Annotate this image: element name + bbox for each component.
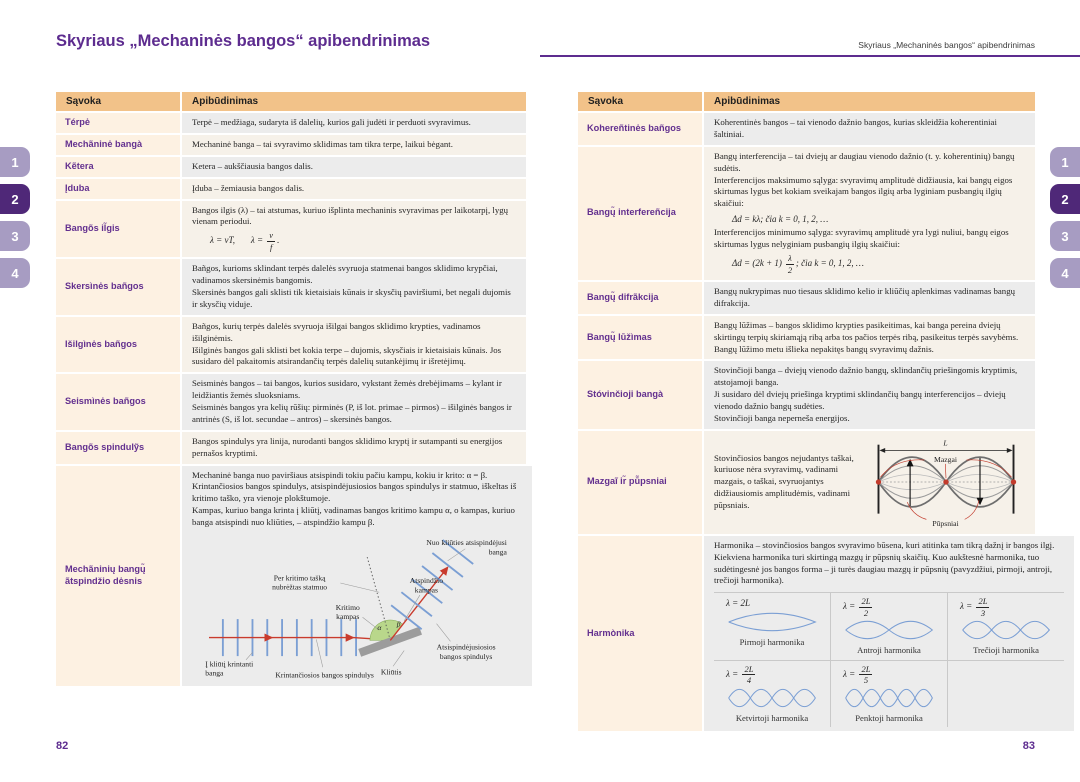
term-cell: Seismìnės bañgos	[56, 374, 180, 430]
label-reflection-angle: Atspindžio	[409, 575, 444, 585]
svg-text:bangos spindulys: bangos spindulys	[439, 651, 493, 661]
length-label: L	[943, 438, 948, 448]
left-summary-table	[56, 92, 526, 688]
description-text: Stovinčiosios bangos nejudantys taškai, kuriuose nėra svyravimų, vadinami mazgais, o taškai, svyruojantys didžiausiomis amplitudėmis, vadinami pūpsniais.	[714, 452, 854, 511]
label-normal: Per kritimo tašką	[273, 573, 326, 583]
term-cell: Kohereñtinės bañgos	[578, 113, 702, 145]
svg-text:banga: banga	[205, 668, 224, 678]
description-text: Terpė – medžiaga, sudaryta iš dalelių, kurios gali judėti ir perduoti svyravimus.	[192, 117, 471, 127]
table-row	[578, 536, 1055, 732]
harmonic-loops-2	[837, 617, 941, 643]
description-text: Išilginės bangos gali sklisti bet kokia terpe – dujomis, skysčiais ir kietaisiais kūnais. Jos susidaro dėl pakaitomis atsirandančių terpės dalelių sutankėjimų ir išretėjimų.	[192, 344, 502, 367]
harmonic-loops-5	[837, 685, 941, 711]
label-reflected-wave: Nuo kliūties atsispindėjusi	[426, 537, 507, 547]
svg-text:nubrėžtas statmuo: nubrėžtas statmuo	[272, 582, 328, 592]
harmonic-loops-4	[720, 685, 824, 711]
table-row	[56, 317, 526, 373]
column-header-apibudinimas: Apibūdinimas	[182, 92, 526, 111]
term-cell: Bangų̃ lūžìmas	[578, 316, 702, 360]
description-text: Bangų interferencija – tai dviejų ar daugiau vienodo dažnio (t. y. koherentinių) bangų sudėtis.	[714, 150, 1015, 173]
chapter-tab-1-left: 1	[0, 147, 30, 177]
column-header-savoka: Sąvoka	[56, 92, 180, 111]
table-row	[56, 374, 526, 430]
chapter-tab-4-left: 4	[0, 258, 30, 288]
term-cell: Mazgaĩ ir̃ pū̃psniai	[578, 431, 702, 534]
table-row	[56, 466, 526, 686]
term-cell: Bangų̃ interfereñcija	[578, 147, 702, 280]
node-dot	[1011, 479, 1016, 484]
table-row	[578, 316, 1035, 360]
table-row	[56, 259, 526, 315]
interference-min-formula: Δd = (2k + 1) $\frac{\lambda}{2}$ ; čia k = 0, 1, 2, …	[732, 253, 864, 275]
angle-beta-label: β	[396, 619, 401, 629]
label-incident-ray: Krintančiosios bangos spindulys	[275, 670, 374, 680]
svg-text:kampas: kampas	[336, 611, 360, 621]
harmonics-grid	[714, 592, 1064, 727]
term-cell: Stóvinčioji bangà	[578, 361, 702, 428]
interference-max-formula: Δd = kλ; čia k = 0, 1, 2, …	[732, 214, 829, 225]
running-head-rule	[540, 55, 1080, 57]
term-cell: Kẽtera	[56, 157, 180, 177]
description-text: Harmonika – stovinčiosios bangos svyravimo būsena, kuri atitinka tam tikrą dažnį ir bangos ilgį.	[714, 539, 1055, 550]
description-text: Bañgos, kurių terpės dalelės svyruoja išilgai bangos sklidimo krypties, vadinamos išilginėmis.	[192, 320, 481, 343]
description-text: Kiekviena harmonika turi skirtingą mazgų ir pūpsnių skaičių. Kuo aukštesnė harmonika, tuo sudėtingesnė jos bangos forma – ji turės daugiau mazgų ir pūpsnių (pavyzdžiui, pirmoji, antroji, trečioji harmonika).	[714, 551, 1053, 586]
description-text: Įduba – žemiausia bangos dalis.	[192, 182, 305, 193]
svg-text:banga: banga	[488, 547, 507, 557]
description-text: Bangų lūžimo metu išlieka nepakitęs bangų svyravimų dažnis.	[714, 343, 934, 354]
column-header-savoka: Sąvoka	[578, 92, 702, 111]
table-row	[578, 113, 1035, 145]
term-cell: Išilgìnės bañgos	[56, 317, 180, 373]
chapter-tab-4-right: 4	[1050, 258, 1080, 288]
description-text: Skersinės bangos gali sklisti tik kietaisiais kūnais ir skysčių paviršiumi, bet negali dujomis ir skysčių viduje.	[192, 287, 511, 309]
table-row	[578, 147, 1035, 280]
harmonic-loops-1	[720, 609, 824, 635]
page-number-right: 83	[1022, 740, 1035, 752]
running-head: Skyriaus „Mechaninės bangos“ apibendrinimas	[858, 40, 1035, 50]
harmonic-cell-5: λ = $\frac{2L}{5}$ Penktoji harmonika	[831, 661, 948, 728]
table-row	[56, 135, 526, 155]
standing-wave-diagram	[867, 435, 1025, 530]
harmonic-loops-3	[954, 617, 1058, 643]
term-cell: Mechãninė bangà	[56, 135, 180, 155]
description-text: Interferencijos maksimumo sąlyga: svyravimų amplitudė didžiausia, kai bangų eigos skirtumas lygus bet kokiam sveikajam bangos ilgių arba lyginiam pusbangių ilgių skaičiui:	[714, 174, 1013, 209]
table-row	[578, 431, 1035, 534]
description-text: Kampas, kuriuo banga krinta į kliūtį, vadinamas bangos kritimo kampu α, o kampas, kuriuo banga atsispindi nuo kliūties, – atspindžio kampu β.	[192, 505, 515, 527]
chapter-tab-2-left: 2	[0, 184, 30, 214]
wavelength-formula: λ = vT, λ = $\frac{v}{f}$ .	[210, 230, 280, 252]
label-incident-wave: Į kliūtį krintanti	[205, 659, 254, 669]
antinodes-label: Pūpsniai	[932, 518, 959, 528]
chapter-tab-3-left: 3	[0, 221, 30, 251]
description-text: Ji susidaro dėl dviejų priešinga kryptimi sklindančių bangų interferencijos – dviejų vienodo dažnio bangų sudėties.	[714, 389, 1006, 412]
table-row	[56, 113, 526, 133]
column-header-apibudinimas: Apibūdinimas	[704, 92, 1035, 111]
description-text: Seisminės bangos – tai bangos, kurios susidaro, vykstant žemės drebėjimams – kylant ir leidžiantis žemės sluoksniams.	[192, 378, 502, 401]
term-cell: Įduba	[56, 179, 180, 199]
description-text: Ketera – aukščiausia bangos dalis.	[192, 160, 313, 171]
table-row	[56, 201, 526, 258]
label-obstacle: Kliūtis	[380, 667, 402, 677]
description-text: Stovinčioji banga – dviejų vienodo dažnio bangų, sklindančių priešingomis kryptimis, atstojamoji banga.	[714, 365, 1018, 388]
description-text: Bangos ilgis (λ) – tai atstumas, kuriuo išplinta mechaninis svyravimas per laikotarpį, lygų vienam periodui.	[192, 204, 509, 227]
page-title: Skyriaus „Mechaninės bangos“ apibendrinimas	[56, 32, 431, 50]
description-text: Bañgos, kurioms sklindant terpės dalelės svyruoja statmenai bangos sklidimo krypčiai, vadinamos skersinėmis bangomis.	[192, 263, 498, 286]
description-text: Stovinčioji banga neperneša energijos.	[714, 412, 850, 423]
page-number-left: 82	[56, 740, 69, 752]
node-dot	[943, 479, 948, 484]
description-text: Mechaninė banga – tai svyravimo sklidimas tam tikra terpe, laikui bėgant.	[192, 138, 453, 149]
harmonic-cell-2: λ = $\frac{2L}{2}$ Antroji harmonika	[831, 593, 948, 661]
wave-reflection-diagram	[192, 534, 522, 682]
description-text: Bangos spindulys yra linija, nurodanti bangos sklidimo kryptį ir sutampanti su energijos pernašos kryptimi.	[192, 435, 503, 458]
table-row	[578, 282, 1035, 314]
incident-ray	[209, 637, 390, 639]
chapter-tab-1-right: 1	[1050, 147, 1080, 177]
harmonic-cell-4: λ = $\frac{2L}{4}$ Ketvirtoji harmonika	[714, 661, 831, 728]
term-cell: Bangõs il̃gis	[56, 201, 180, 258]
description-text: Seisminės bangos yra kelių rūšių: pirminės (P, iš lot. primae – pirmos) – išilginės bangos ir antrinės (S, iš lot. secundae – antros) – skersinės bangos.	[192, 402, 512, 424]
nodes-label: Mazgai	[934, 454, 958, 464]
harmonic-cell-empty	[948, 661, 1064, 728]
table-row	[56, 157, 526, 177]
description-text: Bangų nukrypimas nuo tiesaus sklidimo kelio ir kliūčių aplenkimas vadinamas bangų difrakcija.	[714, 286, 1016, 308]
table-row	[578, 361, 1035, 428]
angle-alpha-label: α	[377, 623, 382, 633]
description-text: Mechaninė banga nuo paviršiaus atsispindi tokiu pačiu kampu, kokiu ir krito: α = β.	[192, 469, 488, 480]
right-summary-table	[578, 92, 1055, 733]
table-row	[56, 179, 526, 199]
table-header-row	[578, 92, 1035, 111]
description-text: Krintančiosios bangos spindulys, atsispindėjusiosios bangos spindulys ir statmuo, iškeltas iš kritimo taško, yra vienoje plokštumoje.	[192, 481, 517, 504]
label-incidence-angle: Kritimo	[335, 602, 360, 612]
harmonic-cell-3: λ = $\frac{2L}{3}$ Trečioji harmonika	[948, 593, 1064, 661]
term-cell: Skersìnės bañgos	[56, 259, 180, 315]
term-cell: Bangų̃ difrãkcija	[578, 282, 702, 314]
label-reflected-ray: Atsispindėjusiosios	[436, 642, 496, 652]
svg-text:kampas: kampas	[414, 585, 438, 595]
term-cell: Harmònika	[578, 536, 702, 732]
table-row	[56, 432, 526, 464]
term-cell: Mechãninių bangų̃ ãtspindžio dėsnis	[56, 466, 180, 686]
harmonic-cell-1: λ = 2L Pirmoji harmonika	[714, 593, 831, 661]
description-text: Interferencijos minimumo sąlyga: svyravimų amplitudė yra lygi nuliui, bangų eigos skirtumas lygus nelyginiam pusbangių ilgių skaičiui:	[714, 227, 1009, 250]
node-dot	[876, 479, 881, 484]
chapter-tab-2-right: 2	[1050, 184, 1080, 214]
description-text: Koherentinės bangos – tai vienodo dažnio bangos, kurias skleidžia koherentiniai šaltiniai.	[714, 117, 997, 139]
term-cell: Bangõs spindulỹs	[56, 432, 180, 464]
table-header-row	[56, 92, 526, 111]
chapter-tab-3-right: 3	[1050, 221, 1080, 251]
term-cell: Térpė	[56, 113, 180, 133]
description-text: Bangų lūžimas – bangos sklidimo krypties pasikeitimas, kai banga pereina dviejų skirtingų terpių skiriamąją ribą arba tos pačios terpės ribą, pasikeitus terpės savybėms.	[714, 319, 1019, 342]
